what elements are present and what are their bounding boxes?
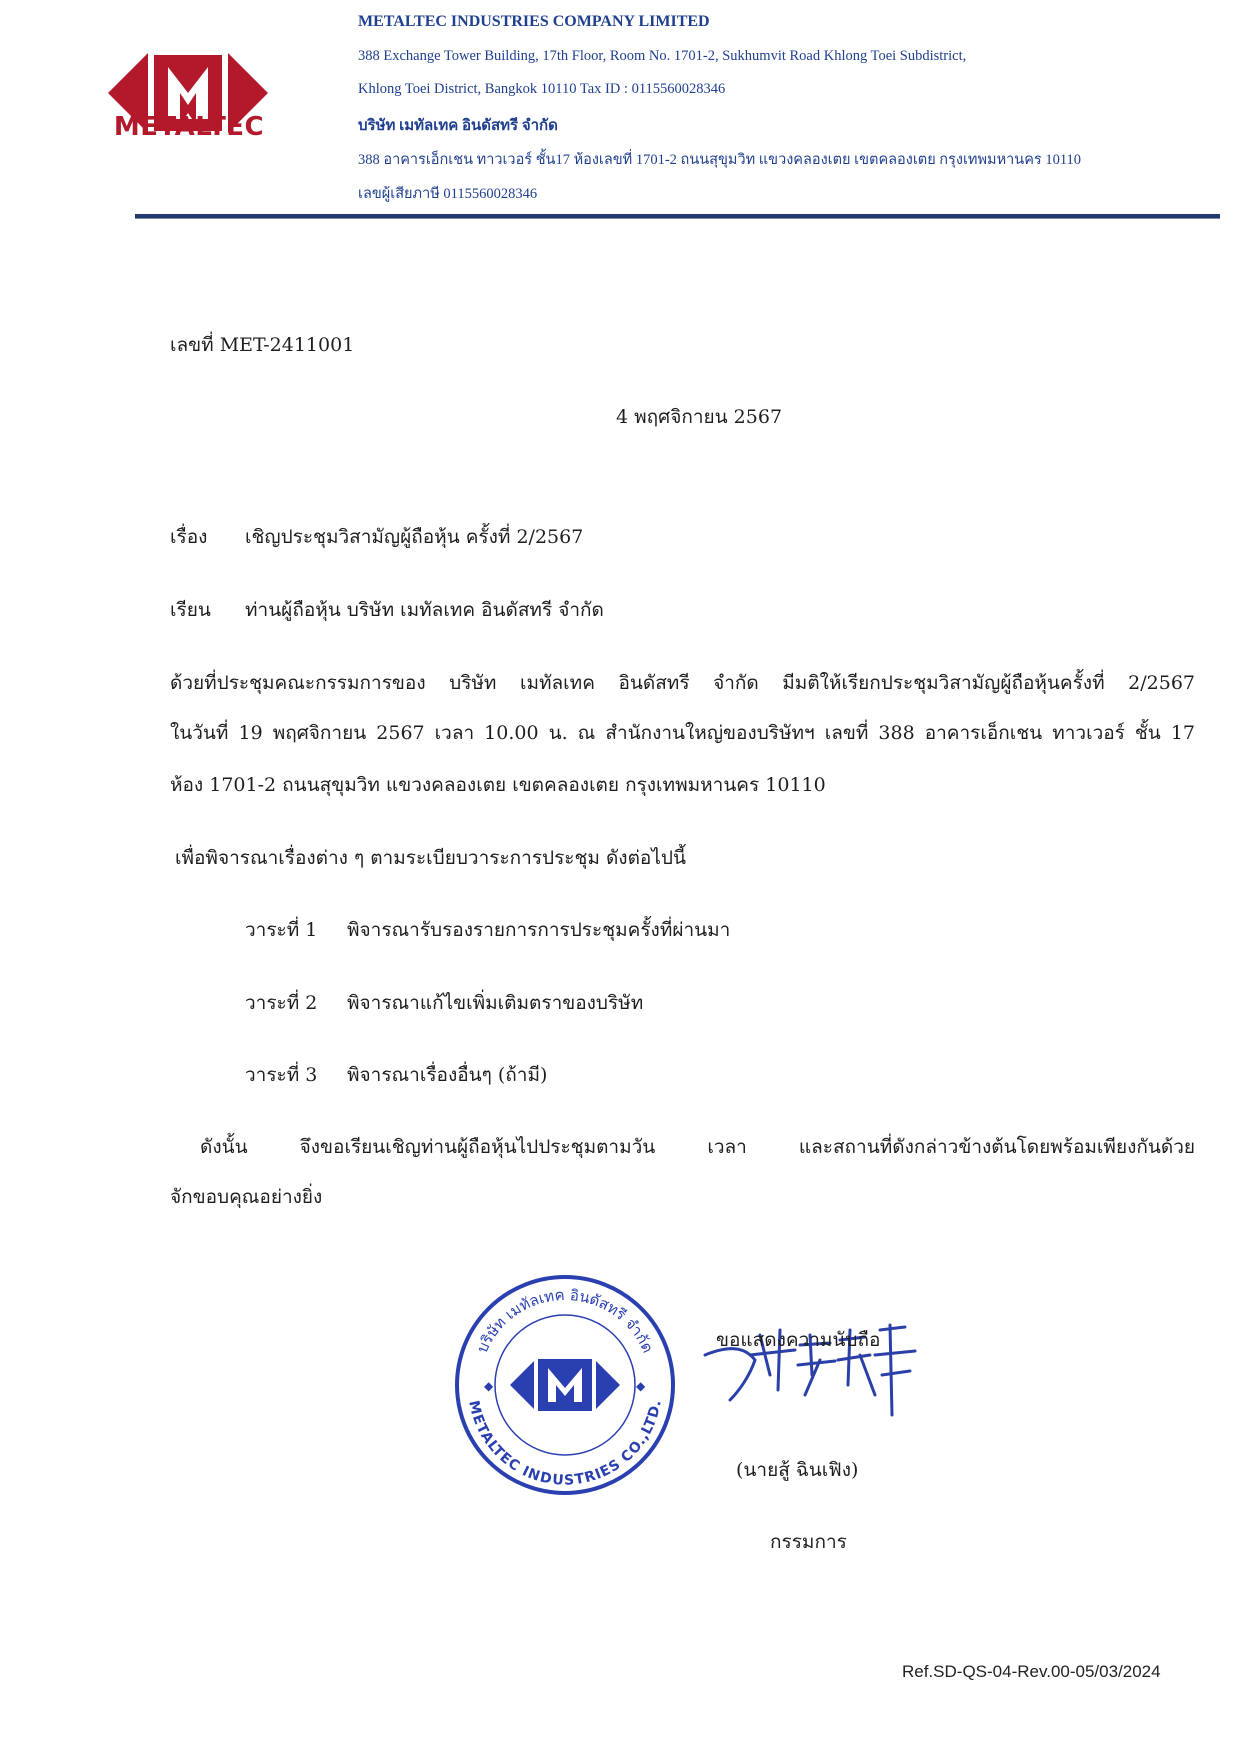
company-tax-id-th: เลขผู้เสียภาษี 0115560028346 [358, 186, 538, 202]
document-reference-code: Ref.SD-QS-04-Rev.00-05/03/2024 [902, 1662, 1161, 1681]
body-paragraph-line1: ด้วยที่ประชุมคณะกรรมการของ บริษัท เมทัลเทค อินดัสทรี จำกัด มีมติให้เรียกประชุมวิสามัญผู้ถือหุ้นครั้งที่ 2/2567 [170, 672, 1195, 694]
body-paragraph-line3: ห้อง 1701-2 ถนนสุขุมวิท แขวงคลองเตย เขตคลองเตย กรุงเทพมหานคร 10110 [170, 774, 826, 796]
recipient-text: ท่านผู้ถือหุ้น บริษัท เมทัลเทค อินดัสทรี จำกัด [245, 599, 604, 621]
company-address-th: 388 อาคารเอ็กเชน ทาวเวอร์ ชั้น17 ห้องเลขที่ 1701-2 ถนนสุขุมวิท แขวงคลองเตย เขตคลองเตย กรุงเทพมหานคร 10110 [358, 152, 1082, 168]
signer-name: (นายสู้ ฉินเฟิง) [736, 1459, 859, 1481]
closing-line1: ดังนั้น จึงขอเรียนเชิญท่านผู้ถือหุ้นไปประชุมตามวัน เวลา และสถานที่ดังกล่าวข้างต้นโดยพร้อมเพียงกันด้วย [200, 1136, 1195, 1158]
agenda-item-text: พิจารณารับรองรายการการประชุมครั้งที่ผ่านมา [347, 919, 731, 941]
reference-number: เลขที่ MET-2411001 [170, 334, 355, 356]
company-name-th: บริษัท เมทัลเทค อินดัสทรี จำกัด [358, 118, 558, 134]
logo-wordmark: METALTEC [113, 112, 265, 142]
letter-date: 4 พฤศจิกายน 2567 [616, 406, 783, 428]
agenda-item-text: พิจารณาเรื่องอื่นๆ (ถ้ามี) [347, 1064, 548, 1086]
agenda-item-label: วาระที่ 2 [245, 992, 318, 1014]
stamp-text-en: METALTEC INDUSTRIES CO.,LTD. [465, 1399, 665, 1489]
agenda-item-text: พิจารณาแก้ไขเพิ่มเติมตราของบริษัท [347, 992, 644, 1014]
stamp-text-th: บริษัท เมทัลเทค อินดัสทรี จำกัด [473, 1285, 657, 1356]
subject-text: เชิญประชุมวิสามัญผู้ถือหุ้น ครั้งที่ 2/2567 [245, 526, 584, 548]
signer-title: กรรมการ [770, 1531, 847, 1553]
svg-text:◆: ◆ [636, 1379, 646, 1393]
company-seal-stamp [450, 1270, 680, 1500]
body-paragraph-line2: ในวันที่ 19 พฤศจิกายน 2567 เวลา 10.00 น. ณ สำนักงานใหญ่ของบริษัทฯ เลขที่ 388 อาคารเอ็กเชน ทาวเวอร์ ชั้น 17 [170, 722, 1195, 744]
svg-text:◆: ◆ [484, 1379, 494, 1393]
header-divider [135, 214, 1220, 219]
closing-regards: ขอแสดงความนับถือ [716, 1329, 881, 1351]
agenda-item-label: วาระที่ 1 [245, 919, 318, 941]
stamp-logo-icon [510, 1359, 620, 1411]
agenda-item-label: วาระที่ 3 [245, 1064, 318, 1086]
company-address-en-line2: Khlong Toei District, Bangkok 10110 Tax ID : 0115560028346 [358, 81, 726, 97]
company-address-en-line1: 388 Exchange Tower Building, 17th Floor, Room No. 1701-2, Sukhumvit Road Khlong Toei Subdistrict, [358, 48, 967, 64]
company-name-en: METALTEC INDUSTRIES COMPANY LIMITED [358, 13, 710, 30]
subject-label: เรื่อง [170, 526, 208, 548]
agenda-intro: เพื่อพิจารณาเรื่องต่าง ๆ ตามระเบียบวาระการประชุม ดังต่อไปนี้ [175, 847, 686, 869]
closing-line2: จักขอบคุณอย่างยิ่ง [170, 1186, 323, 1208]
recipient-label: เรียน [170, 599, 211, 621]
